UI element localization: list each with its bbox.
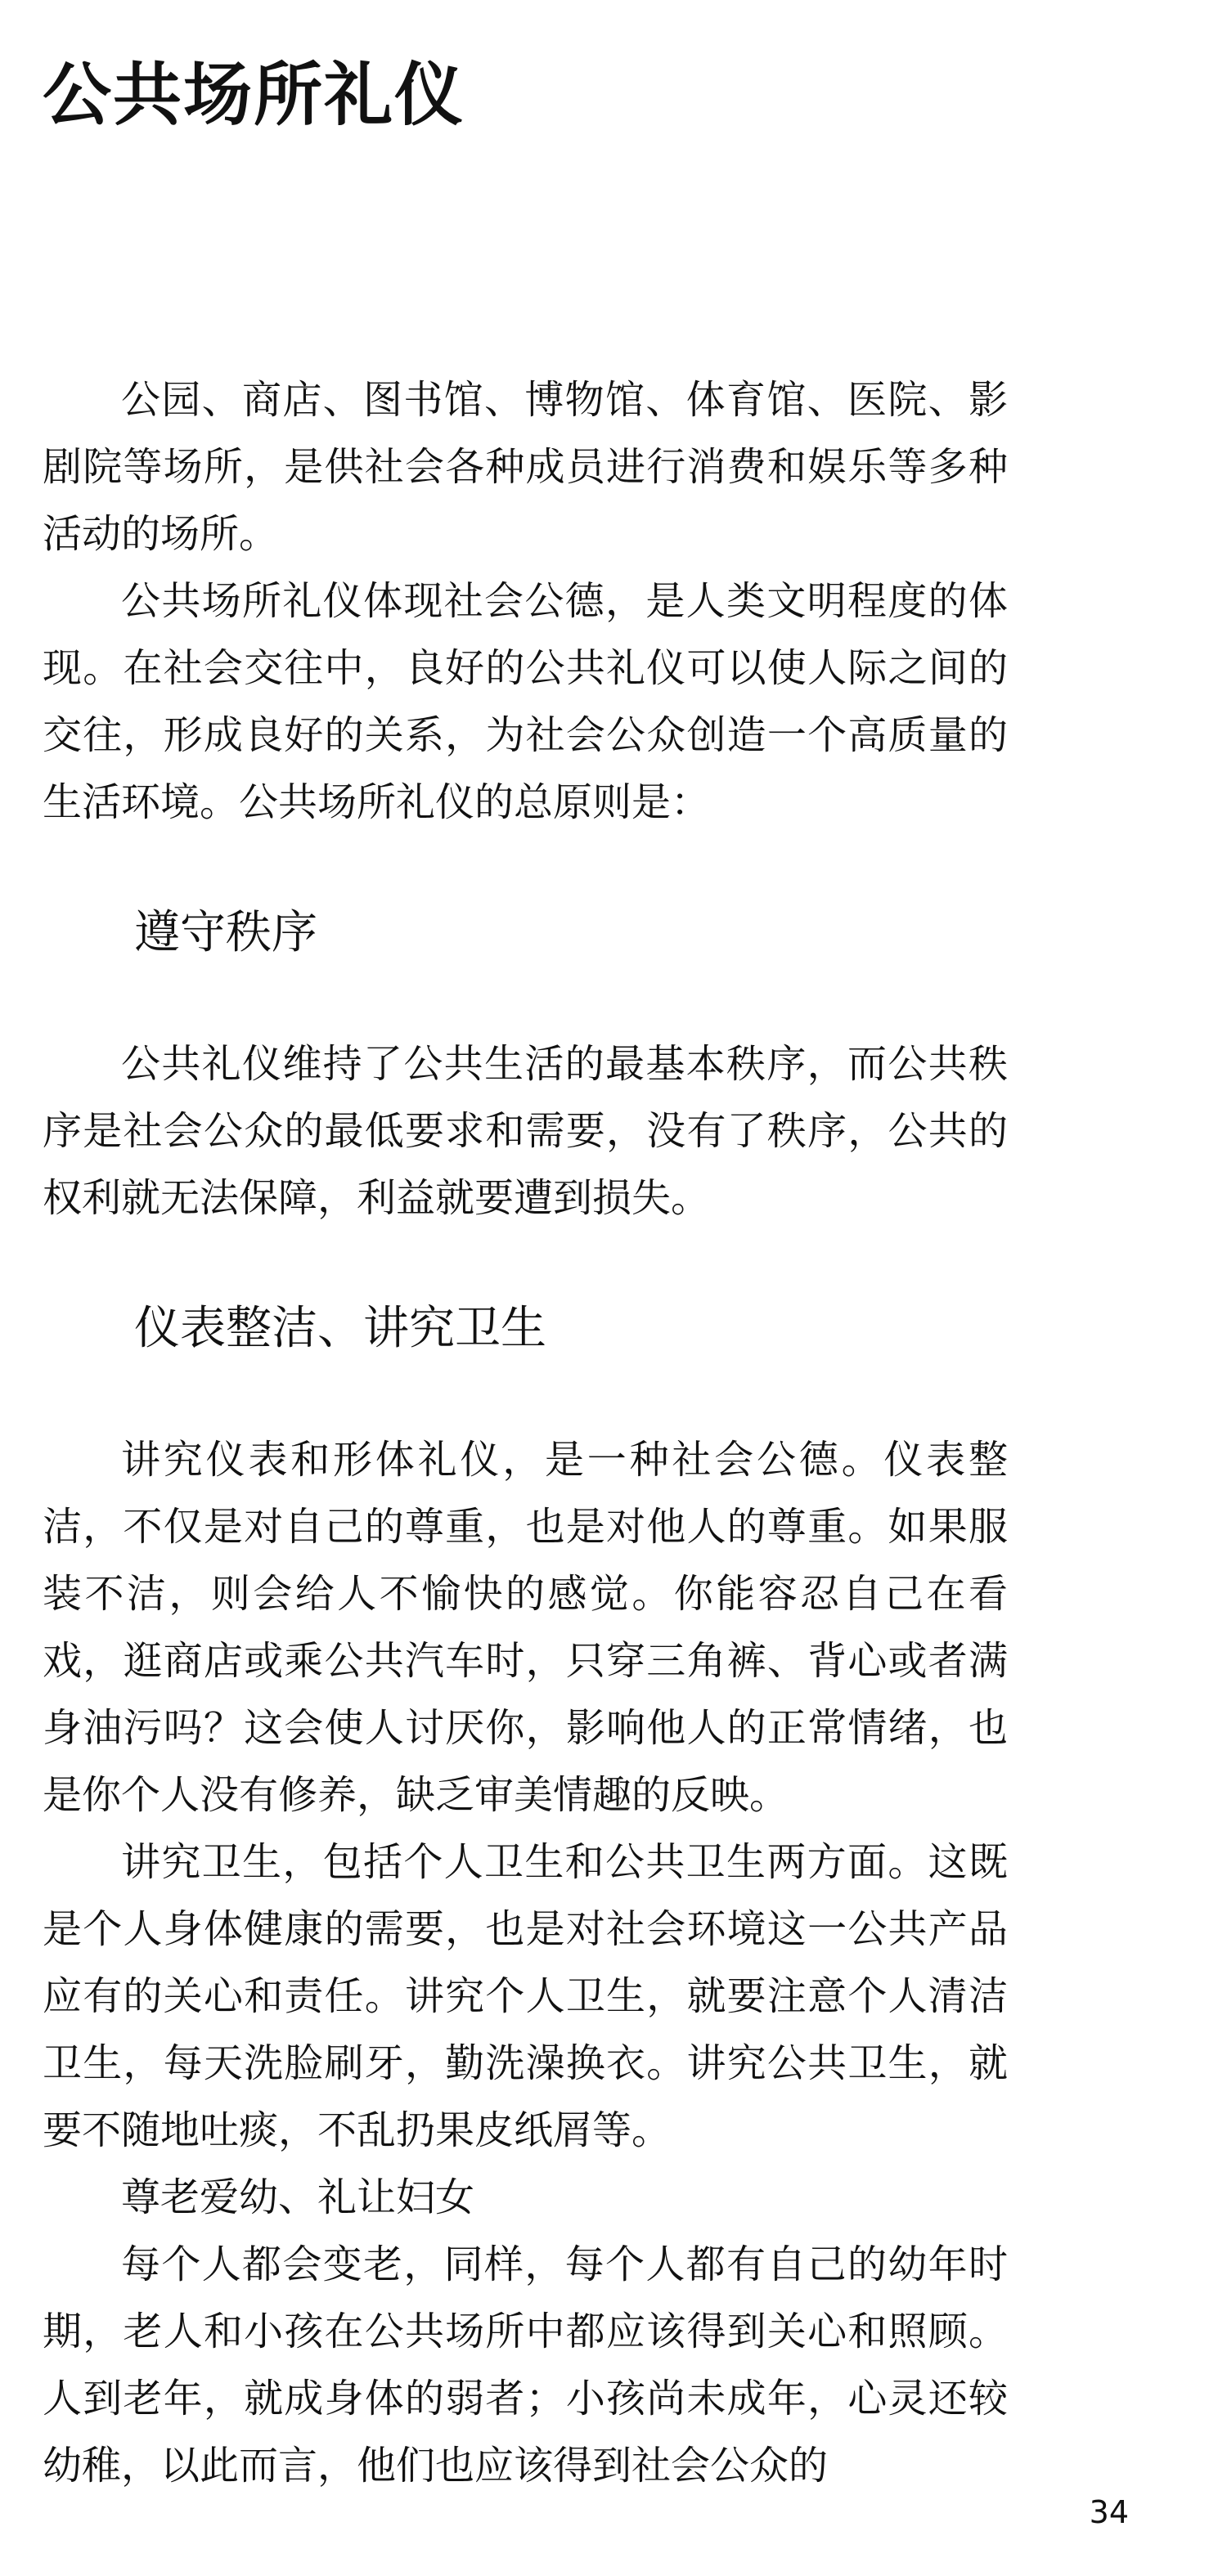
- page-title: 公共场所礼仪: [43, 55, 465, 135]
- section-heading-respect-elders: 尊老爱幼、礼让妇女: [121, 2174, 475, 2220]
- article-body: [43, 366, 1008, 2499]
- section-heading-order: 遵守秩序: [134, 906, 317, 959]
- intro-paragraph-1: 公园、商店、图书馆、博物馆、体育馆、医院、影剧院等场所，是供社会各种成员进行消费和娱乐等多种活动的场所。: [43, 377, 1008, 557]
- section-order-paragraph-1: 公共礼仪维持了公共生活的最基本秩序，而公共秩序是社会公众的最低要求和需要，没有了秩序，公共的权利就无法保障，利益就要遭到损失。: [43, 1041, 1008, 1221]
- section-appearance-paragraph-2: 讲究卫生，包括个人卫生和公共卫生两方面。这既是个人身体健康的需要，也是对社会环境这一公共产品应有的关心和责任。讲究个人卫生，就要注意个人清洁卫生，每天洗脸刷牙，勤洗澡换衣。讲究公共卫生，就要不随地吐痰，不乱扔果皮纸屑等。: [43, 1839, 1008, 2153]
- section-elders-paragraph-1: 每个人都会变老，同样，每个人都有自己的幼年时期，老人和小孩在公共场所中都应该得到关心和照顾。人到老年，就成身体的弱者；小孩尚未成年，心灵还较幼稚，以此而言，他们也应该得到社会公众的: [43, 2242, 1008, 2488]
- section-heading-appearance-hygiene: 仪表整洁、讲究卫生: [134, 1302, 546, 1355]
- section-appearance-paragraph-1: 讲究仪表和形体礼仪，是一种社会公德。仪表整洁，不仅是对自己的尊重，也是对他人的尊重。如果服装不洁，则会给人不愉快的感觉。你能容忍自己在看戏，逛商店或乘公共汽车时，只穿三角裤、背心或者满身油污吗？这会使人讨厌你，影响他人的正常情绪，也是你个人没有修养，缺乏审美情趣的反映。: [43, 1437, 1008, 1818]
- page-number: 34: [1089, 2494, 1129, 2530]
- intro-paragraph-2: 公共场所礼仪体现社会公德，是人类文明程度的体现。在社会交往中，良好的公共礼仪可以使人际之间的交往，形成良好的关系，为社会公众创造一个高质量的生活环境。公共场所礼仪的总原则是：: [43, 578, 1008, 825]
